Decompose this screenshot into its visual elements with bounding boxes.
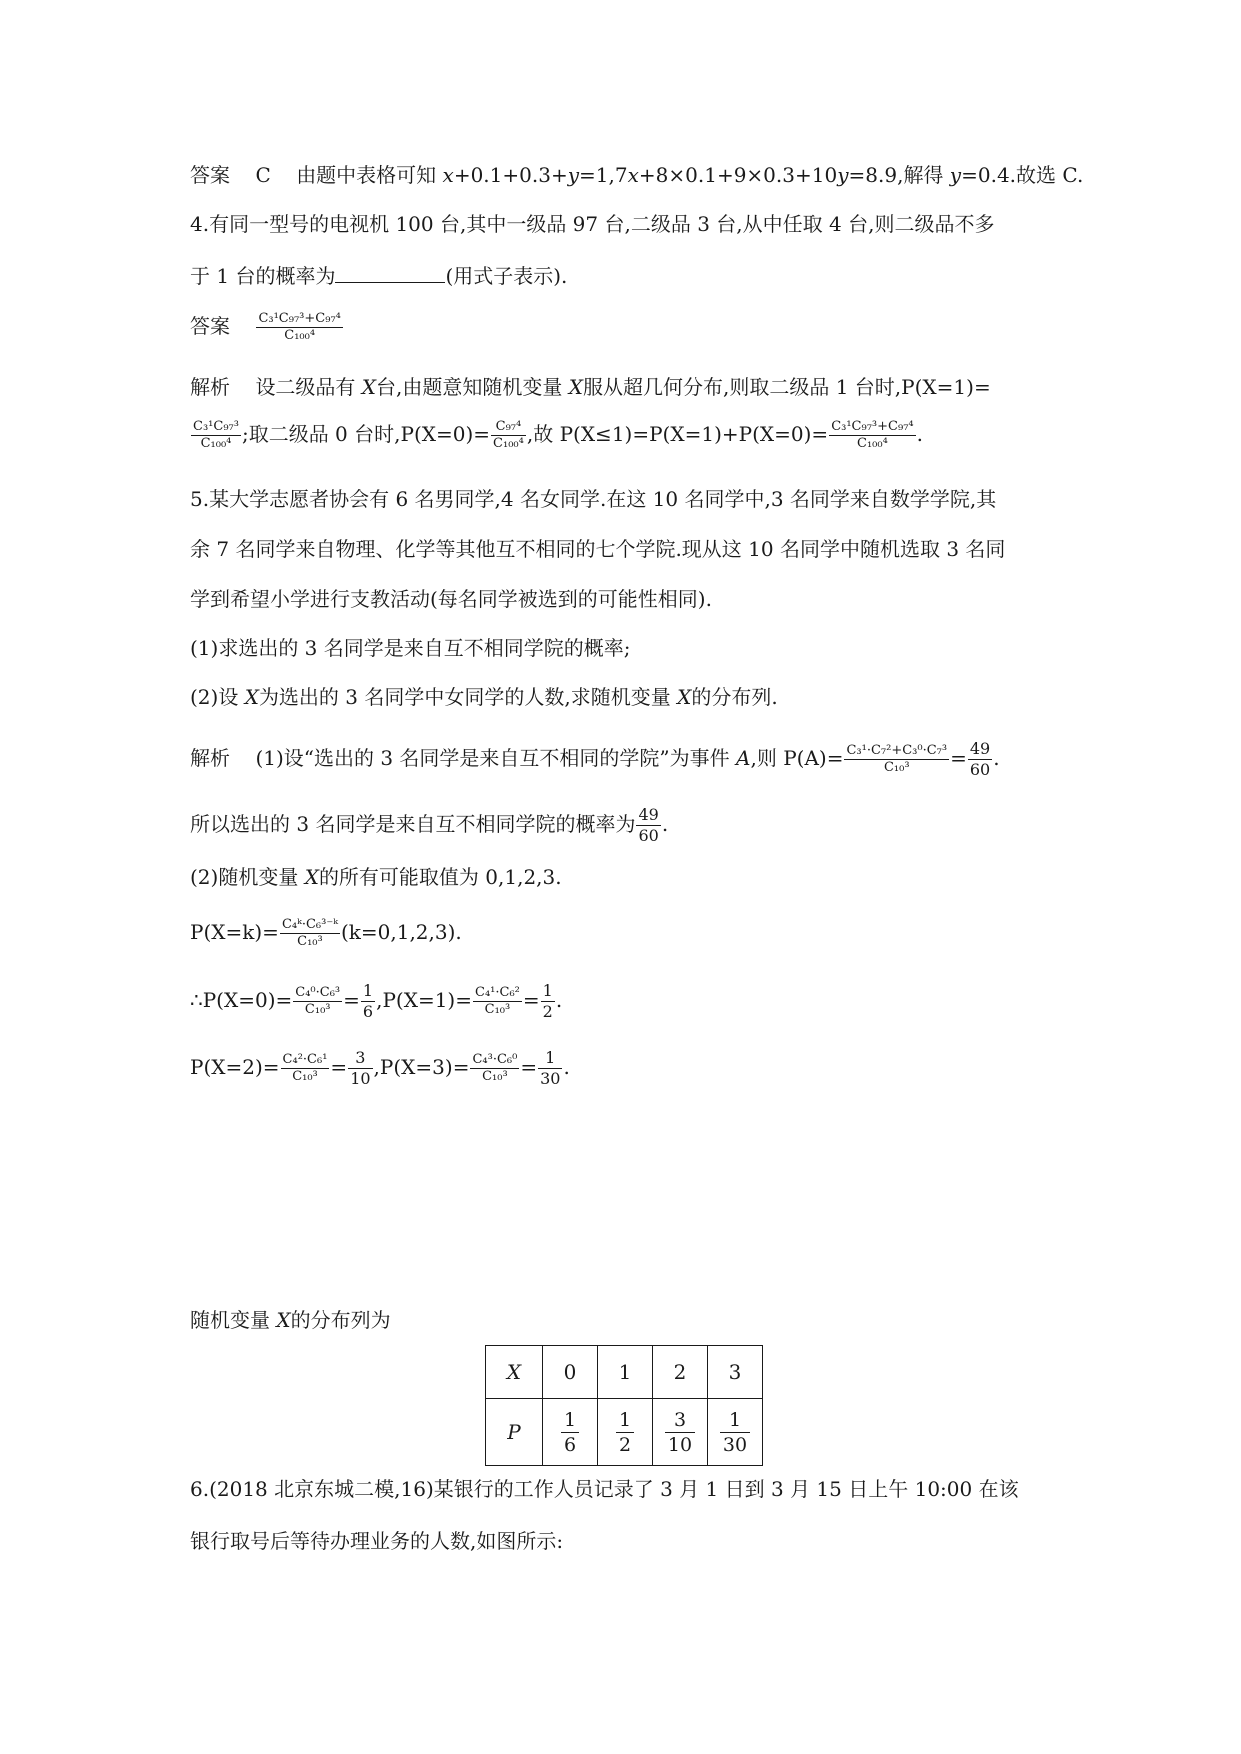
table-header-x: X	[486, 1346, 543, 1399]
analysis-5-part-2: (2)随机变量 X的所有可能取值为 0,1,2,3.	[190, 865, 562, 889]
table-cell: $\frac{3}{10}$	[653, 1399, 708, 1466]
question-4-line-1: 4.有同一型号的电视机 100 台,其中一级品 97 台,二级品 3 台,从中任取 4 台,则二级品不多	[190, 212, 995, 236]
question-5-part-1: (1)求选出的 3 名同学是来自互不相同学院的概率;	[190, 636, 631, 660]
analysis-4-line-1: 解析 设二级品有 X台,由题意知随机变量 X服从超几何分布,则取二级品 1 台时,P(X=1)=	[190, 375, 991, 399]
table-cell: $\frac{1}{30}$	[708, 1399, 763, 1466]
answer-choice: C	[255, 163, 271, 187]
answer-label: 答案	[190, 314, 230, 338]
question-6-line-1: 6.(2018 北京东城二模,16)某银行的工作人员记录了 3 月 1 日到 3 月 15 日上午 10:00 在该	[190, 1477, 1019, 1501]
table-row-probabilities	[486, 1399, 763, 1466]
table-cell: 2	[653, 1346, 708, 1399]
answer-line-q3: 答案 C 由题中表格可知 x+0.1+0.3+y=1,7x+8×0.1+9×0.3+10y=8.9,解得 y=0.4.故选 C.	[190, 163, 1084, 187]
table-cell: $\frac{1}{6}$	[543, 1399, 598, 1466]
analysis-4-line-2: $\frac{\text{C₃¹C₉₇³}}{\text{C₁₀₀⁴}}$ ;取二级品 0 台时,P(X=0)= $\frac{\text{C₉₇⁴}}{\text{C₁₀₀⁴}}$ ,故 P(X≤1)=P(X=1)+P(X=0)= $\frac{\text{C₃¹C₉₇³+C₉₇⁴}}{\text{C₁₀₀⁴}}$ .	[193, 419, 923, 451]
analysis-5-conclusion: 所以选出的 3 名同学是来自互不相同学院的概率为 $\frac{49}{60}$ .	[190, 805, 669, 845]
question-6-line-2: 银行取号后等待办理业务的人数,如图所示:	[190, 1529, 564, 1553]
question-5-part-2: (2)设 X为选出的 3 名同学中女同学的人数,求随机变量 X的分布列.	[190, 685, 778, 709]
answer-label: 答案	[190, 163, 230, 187]
question-5-line-3: 学到希望小学进行支教活动(每名同学被选到的可能性相同).	[190, 587, 712, 611]
table-cell: 0	[543, 1346, 598, 1399]
table-cell: 1	[598, 1346, 653, 1399]
analysis-label: 解析	[190, 375, 230, 399]
answer-line-q4	[190, 312, 344, 343]
table-cell: $\frac{1}{2}$	[598, 1399, 653, 1466]
table-header-p: P	[486, 1399, 543, 1466]
table-row-values	[486, 1346, 763, 1399]
distribution-intro: 随机变量 X的分布列为	[190, 1308, 391, 1332]
distribution-table	[485, 1345, 763, 1466]
analysis-5-line-1: 解析 (1)设“选出的 3 名同学是来自互不相同的学院”为事件 A,则 P(A)= $\frac{\text{C₃¹·C₇²+C₃⁰·C₇³}}{\text{C₁₀³}}$ = $\frac{49}{60}$ .	[190, 739, 1000, 779]
analysis-5-probs-1: ∴P(X=0)= $\frac{\text{C₄⁰·C₆³}}{\text{C₁₀³}}$ = $\frac{1}{6}$ ,P(X=1)= $\frac{\text{C₄¹·C₆²}}{\text{C₁₀³}}$ = $\frac{1}{2}$ .	[190, 981, 563, 1021]
analysis-5-probs-2: P(X=2)= $\frac{\text{C₄²·C₆¹}}{\text{C₁₀³}}$ = $\frac{3}{10}$ ,P(X=3)= $\frac{\text{C₄³·C₆⁰}}{\text{C₁₀³}}$ = $\frac{1}{30}$ .	[190, 1048, 570, 1088]
answer-blank	[335, 260, 445, 283]
question-5-line-1: 5.某大学志愿者协会有 6 名男同学,4 名女同学.在这 10 名同学中,3 名同学来自数学学院,其	[190, 487, 997, 511]
answer-fraction: $\frac{\text{C₃¹C₉₇³+C₉₇⁴}}{\text{C₁₀₀⁴}}$	[258, 311, 341, 343]
analysis-label: 解析	[190, 746, 230, 770]
table-cell: 3	[708, 1346, 763, 1399]
analysis-5-general: P(X=k)= $\frac{\text{C₄ᵏ·C₆³⁻ᵏ}}{\text{C₁₀³}}$ (k=0,1,2,3).	[190, 917, 462, 949]
question-4-line-2: 于 1 台的概率为 (用式子表示).	[190, 260, 567, 290]
question-5-line-2: 余 7 名同学来自物理、化学等其他互不相同的七个学院.现从这 10 名同学中随机选取 3 名同	[190, 537, 1006, 561]
